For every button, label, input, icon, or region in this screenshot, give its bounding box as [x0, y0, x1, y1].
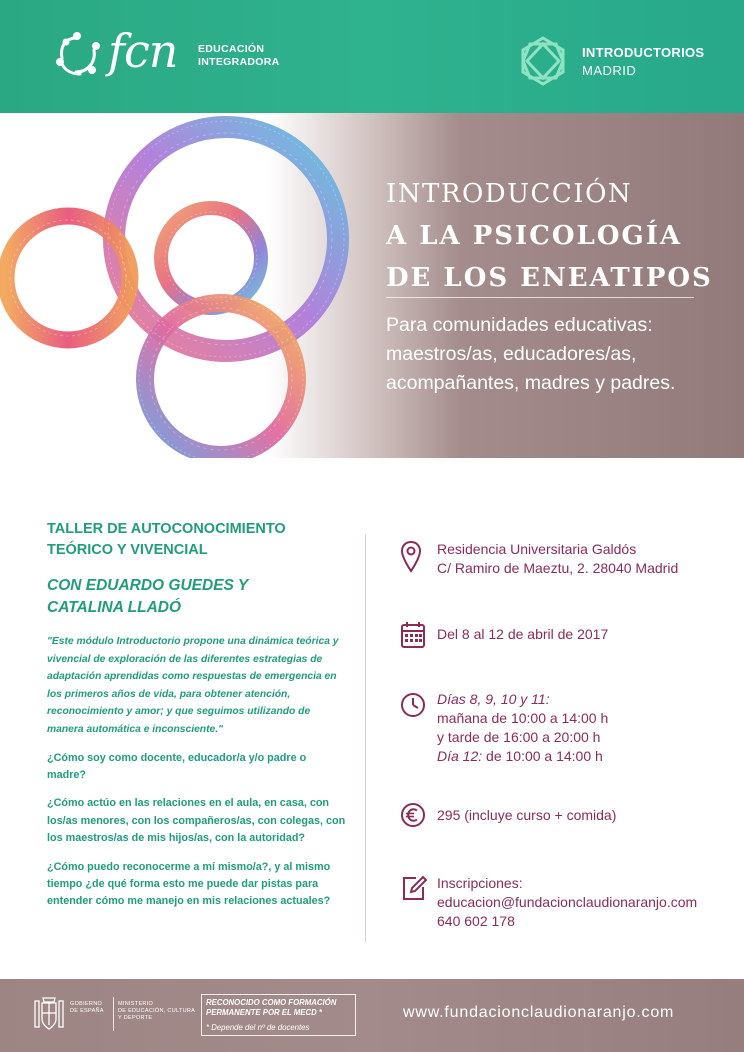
schedule-morning: mañana de 10:00 a 14:00 h — [437, 710, 609, 726]
schedule-day12-hours: de 10:00 a 14:00 h — [482, 748, 603, 764]
gobierno-line1: GOBIERNO — [70, 1001, 103, 1007]
hero-subtitle-line1: Para comunidades educativas: — [386, 314, 653, 336]
hero-subtitle — [386, 311, 726, 398]
venue-text — [437, 540, 678, 578]
pencil-edit-icon — [400, 874, 428, 902]
accreditation-line2: PERMANENTE POR EL MECD * — [206, 1008, 322, 1017]
hero-title — [386, 173, 726, 299]
hero-subtitle-line3: acompañantes, madres y padres. — [386, 372, 676, 394]
schedule-text — [437, 690, 608, 766]
clock-icon — [400, 690, 426, 720]
instructors-line2: CATALINA LLADÓ — [47, 599, 182, 616]
schedule-days-label: Días 8, 9, 10 y 11: — [437, 691, 550, 707]
logo-subtitle-line2: INTEGRADORA — [198, 56, 280, 68]
ministerio-line1: MINISTERIO — [118, 1001, 154, 1007]
header-band — [0, 0, 744, 113]
column-divider — [365, 534, 366, 942]
registration-label: Inscripciones: — [437, 875, 523, 891]
accreditation-line1: RECONOCIDO COMO FORMACIÓN — [206, 998, 337, 1007]
enneagram-star-icon — [516, 34, 570, 88]
website-link[interactable]: www.fundacionclaudionaranjo.com — [403, 1004, 675, 1021]
mandala-rings-illustration — [0, 113, 380, 458]
ministerio-line3: Y DEPORTE — [118, 1015, 153, 1021]
instructors-line1: CON EDUARDO GUEDES Y — [47, 577, 249, 594]
workshop-type — [47, 519, 347, 561]
schedule-day12-label: Día 12: — [437, 748, 483, 764]
euro-icon — [400, 802, 426, 828]
registration-text — [437, 874, 697, 931]
program-city: MADRID — [582, 63, 637, 78]
fcn-logo-text: fcn — [108, 24, 178, 78]
spain-coat-of-arms-icon — [32, 995, 66, 1035]
hero-banner — [0, 113, 744, 458]
accreditation-box — [201, 994, 356, 1036]
hero-subtitle-line2: maestros/as, educadores/as, — [386, 343, 637, 365]
workshop-type-line2: TEÓRICO Y VIVENCIAL — [47, 542, 208, 558]
registration-email[interactable]: educacion@fundacionclaudionaranjo.com — [437, 894, 698, 910]
accreditation-note: * Depende del nº de docentes — [206, 1023, 310, 1032]
question-1: ¿Cómo soy como docente, educador/a y/o padre o madre? — [47, 751, 307, 781]
fcn-figures-icon — [52, 30, 102, 80]
workshop-type-line1: TALLER DE AUTOCONOCIMIENTO — [47, 521, 286, 537]
gobierno-line2: DE ESPAÑA — [70, 1008, 104, 1014]
footer-band — [0, 979, 744, 1052]
hero-title-line3: DE LOS ENEATIPOS — [386, 263, 713, 293]
registration-phone[interactable]: 640 602 178 — [437, 913, 515, 929]
venue-name: Residencia Universitaria Galdós — [437, 541, 637, 557]
hero-title-line2: A LA PSICOLOGÍA — [386, 221, 683, 251]
dates-text: Del 8 al 12 de abril de 2017 — [437, 626, 609, 642]
module-quote: "Este módulo Introductorio propone una dinámica teórica y vivencial de exploración de las diferentes estrategias de adaptación aprendidas como respuestas de emergencia en los primeros años de vida, para obtener atención, reconocimiento y amor; y que seguimos utilizando de manera automática e inconsciente." — [47, 636, 339, 735]
accreditation-text — [206, 998, 336, 1018]
calendar-icon — [400, 621, 426, 649]
ministerio-label — [118, 1001, 195, 1022]
hero-divider — [386, 297, 694, 298]
hero-title-line1: INTRODUCCIÓN — [386, 179, 633, 209]
ministry-divider — [113, 997, 114, 1031]
gobierno-label — [70, 1001, 104, 1015]
question-3: ¿Cómo puedo reconocerme a mí mismo/a?, y al mismo tiempo ¿de qué forma esto me puede dar pistas para entender cómo me manejo en mis relaciones actuales? — [47, 860, 331, 908]
instructors — [47, 575, 347, 619]
schedule-afternoon: y tarde de 16:00 a 20:00 h — [437, 729, 601, 745]
ministerio-line2: DE EDUCACIÓN, CULTURA — [118, 1008, 196, 1014]
workshop-description — [47, 519, 347, 911]
question-2: ¿Cómo actúo en las relaciones en el aula, en casa, con los/as menores, con los compañeros/as, con colegas, con los maestros/as de mis hijos/as, con la autoridad? — [47, 797, 346, 845]
logo-subtitle — [198, 43, 279, 69]
program-title: INTRODUCTORIOS — [582, 45, 705, 60]
price-text: 295 (incluye curso + comida) — [437, 807, 617, 823]
location-pin-icon — [400, 540, 422, 574]
logo-subtitle-line1: EDUCACIÓN — [198, 43, 265, 55]
venue-address: C/ Ramiro de Maeztu, 2. 28040 Madrid — [437, 560, 679, 576]
